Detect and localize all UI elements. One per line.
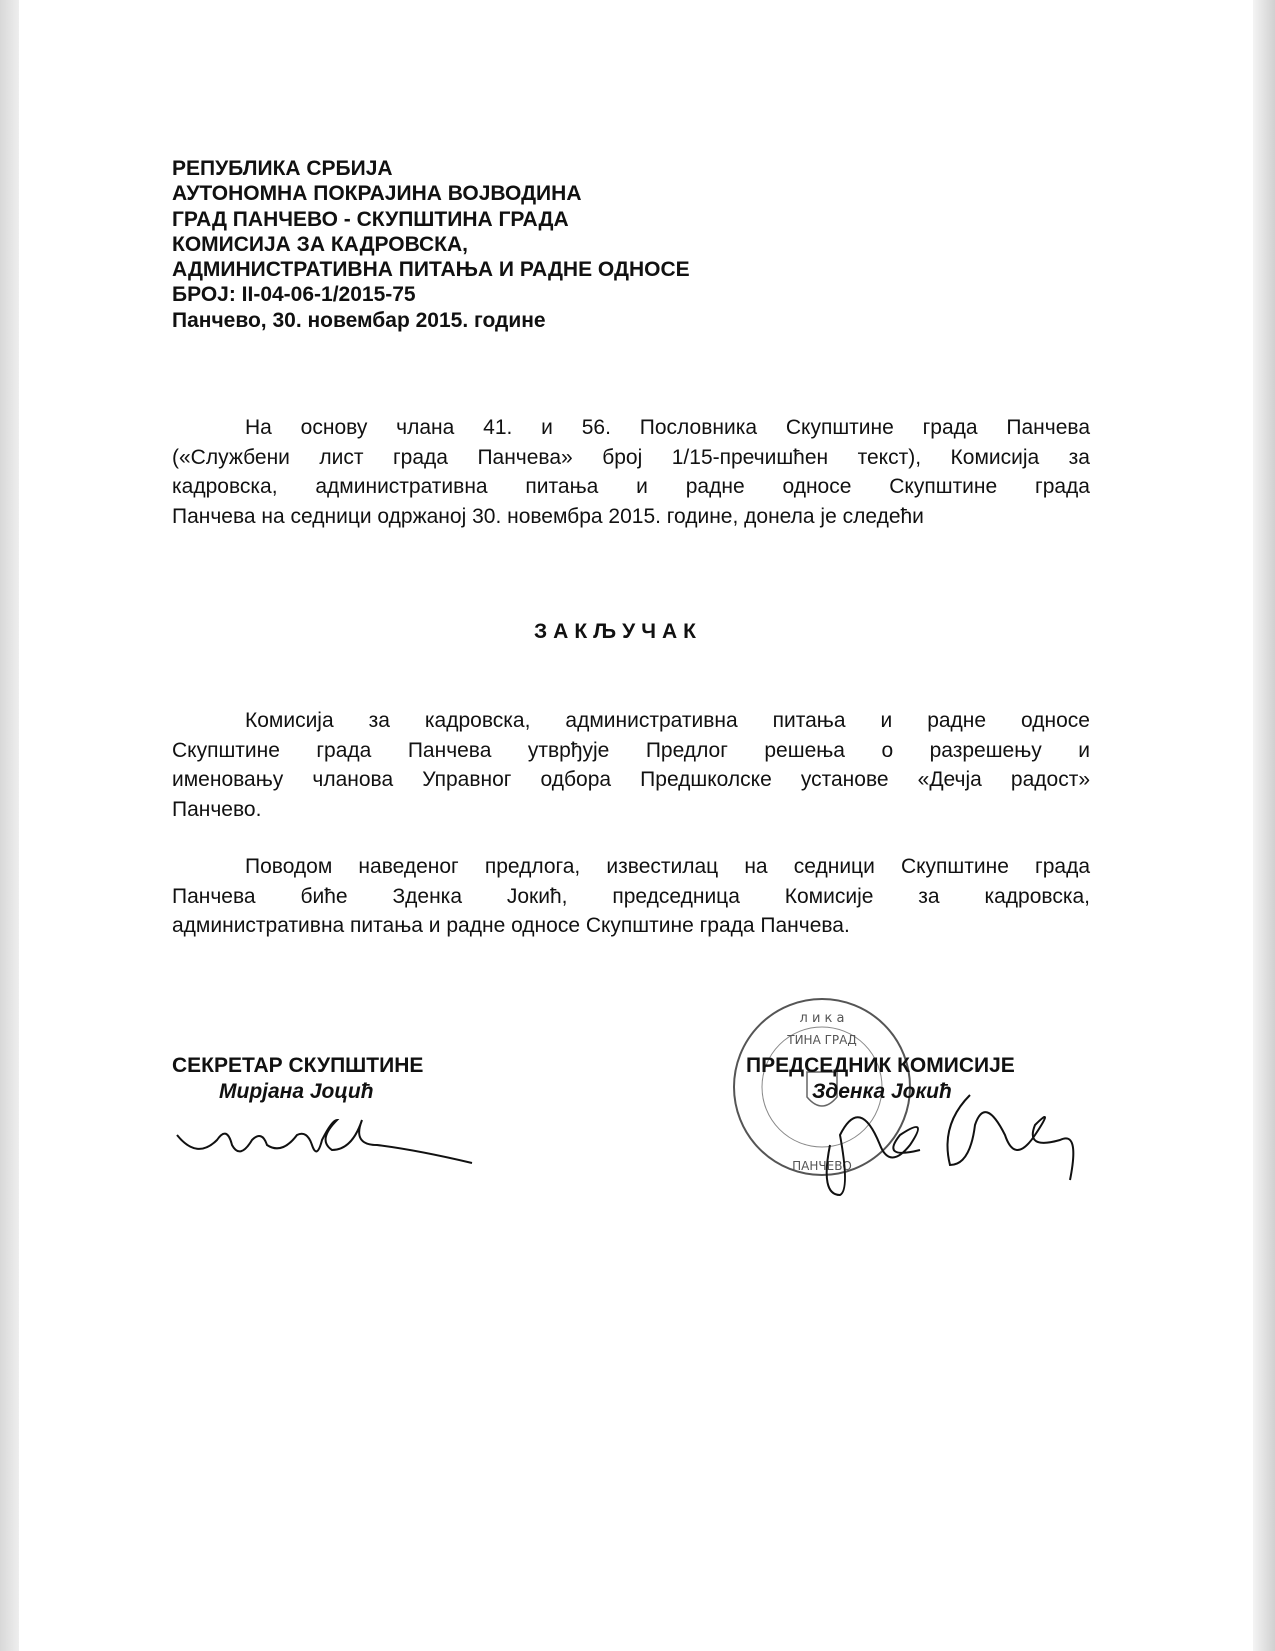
signer-role: СЕКРЕТАР СКУПШТИНЕ (172, 1054, 424, 1077)
header-line: АДМИНИСТРАТИВНА ПИТАЊА И РАДНЕ ОДНОСЕ (172, 258, 690, 282)
svg-text:ТИНА ГРАД: ТИНА ГРАД (787, 1033, 857, 1047)
text-line: именовању чланова Управног одбора Предшколске установе «Дечја радост» (172, 768, 1090, 791)
header-line: РЕПУБЛИКА СРБИЈА (172, 157, 393, 180)
text-line: Комисија за кадровска, административна питања и радне односе (245, 709, 1090, 732)
document-header (172, 156, 690, 333)
text-line: Панчева биће Зденка Јокић, председница Комисије за кадровска, (172, 884, 1090, 908)
text-line: На основу члана 41. и 56. Пословника Скупштине града Панчева (245, 416, 1090, 439)
text-line: административна питања и радне односе Скупштине града Панчева. (172, 914, 850, 937)
signer-name: Зденка Јокић (812, 1080, 952, 1103)
document-title: ЗАКЉУЧАК (534, 620, 702, 643)
text-line: Панчево. (172, 797, 262, 821)
header-line: КОМИСИЈА ЗА КАДРОВСКА, (172, 232, 468, 256)
scan-edge-left (0, 0, 19, 1651)
scan-edge-right (1253, 0, 1275, 1651)
text-line: («Службени лист града Панчева» број 1/15-пречишћен текст), Комисија за (172, 445, 1090, 469)
signature-block-secretary (172, 1053, 423, 1105)
handwritten-signature-secretary (172, 1115, 482, 1175)
text-line: Скупштине града Панчева утврђује Предлог решења о разрешењу и (172, 738, 1090, 762)
svg-text:л и к а: л и к а (799, 1011, 845, 1026)
header-line: АУТОНОМНА ПОКРАЈИНА ВОЈВОДИНА (172, 182, 582, 206)
text-line: Поводом наведеног предлога, известилац на седници Скупштине града (245, 855, 1090, 878)
preamble-paragraph (172, 413, 1090, 531)
header-line: ГРАД ПАНЧЕВО - СКУПШТИНА ГРАДА (172, 207, 569, 231)
document-date: Панчево, 30. новембар 2015. године (172, 308, 546, 332)
svg-text:ПАНЧЕВО: ПАНЧЕВО (792, 1159, 852, 1173)
text-line: кадровска, административна питања и радне односе Скупштине града (172, 475, 1090, 498)
signer-role: ПРЕДСЕДНИК КОМИСИЈЕ (746, 1054, 1015, 1077)
conclusion-paragraph-2 (172, 852, 1090, 941)
document-number: БРОЈ: II-04-06-1/2015-75 (172, 283, 416, 307)
handwritten-signature-president (800, 1085, 1090, 1200)
text-line: Панчева на седници одржаној 30. новембра 2015. године, донела је следећи (172, 504, 924, 528)
signer-name: Мирјана Јоцић (219, 1080, 374, 1103)
conclusion-paragraph-1 (172, 706, 1090, 824)
